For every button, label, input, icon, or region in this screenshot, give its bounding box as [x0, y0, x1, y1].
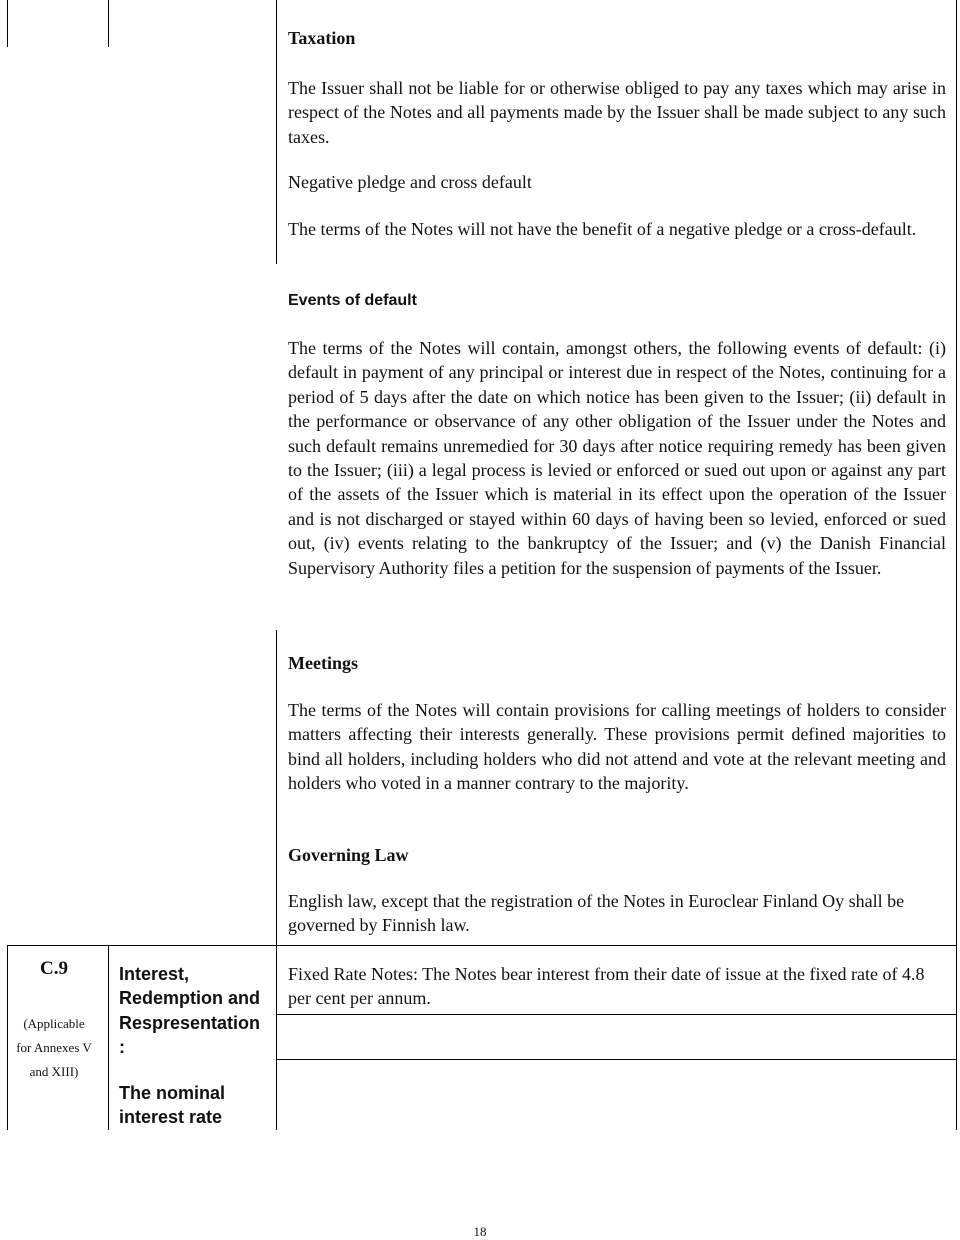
governing-law-heading: Governing Law: [288, 845, 409, 865]
applicability-line: and XIII): [29, 1064, 79, 1079]
negative-pledge-text: The terms of the Notes will not have the benefit of a negative pledge or a cross-default.: [288, 219, 917, 239]
element-text: Fixed Rate Notes: The Notes bear interest from their date of issue at the fixed rate of 4.8 per cent per annum.: [288, 964, 925, 1009]
element-code: C.9: [40, 958, 68, 979]
table-left-border: [7, 0, 8, 47]
events-of-default-heading: Events of default: [288, 292, 417, 309]
taxation-heading: Taxation: [288, 28, 356, 48]
element-applicability: [8, 1012, 100, 1084]
c9-col-mid: [108, 945, 109, 1130]
applicability-line: for Annexes V: [16, 1040, 92, 1055]
element-title: Interest, Redemption and Respresentation :: [119, 964, 261, 1058]
table-col1-divider: [108, 0, 109, 47]
table-right-border: [956, 0, 957, 1130]
events-of-default-text: The terms of the Notes will contain, amongst others, the following events of default: (i) default in payment of any principal or interest due in respect of the Notes, continuing for a period of 5 days after the date on which notice has been given to the Issuer; (ii) default in the performance or observance of any other obligation of the Issuer under the Notes and such default remains unremedied for 30 days after notice requiring remedy has been given to the Issuer; (iii) a legal process is levied or enforced or sued out upon or against any part of the assets of the Issuer which is material in its effect upon the operation of the Issuer and is not discharged or stayed within 60 days of having been so levied, enforced or sued out, (iv) events relating to the bankruptcy of the Issuer; and (v) the Danish Financial Supervisory Authority files a petition for the suspension of payments of the Issuer.: [288, 338, 946, 578]
meetings-text: The terms of the Notes will contain provisions for calling meetings of holders to consider matters affecting their interests generally. These provisions permit defined majorities to bind all holders, including holders who did not attend and vote at the relevant meeting and holders who voted in a manner contrary to the majority.: [288, 700, 946, 794]
governing-law-text: English law, except that the registration of the Notes in Euroclear Finland Oy shall be governed by Finnish law.: [288, 891, 905, 936]
table-col2-divider: [276, 0, 277, 264]
element-subtitle: The nominal interest rate: [119, 1083, 226, 1128]
page-number: 18: [473, 1224, 487, 1239]
row-divider-c9: [7, 945, 957, 946]
meetings-heading: Meetings: [288, 653, 358, 673]
negative-pledge-heading: Negative pledge and cross default: [288, 172, 532, 192]
row-divider-rate-2: [276, 1059, 957, 1060]
row-divider-rate-1: [276, 1014, 957, 1015]
applicability-line: (Applicable: [23, 1016, 85, 1031]
taxation-text: The Issuer shall not be liable for or otherwise obliged to pay any taxes which may arise in respect of the Notes and all payments made by the Issuer shall be made subject to any such taxes.: [288, 78, 946, 147]
table-col2-divider-lower: [276, 630, 277, 1130]
